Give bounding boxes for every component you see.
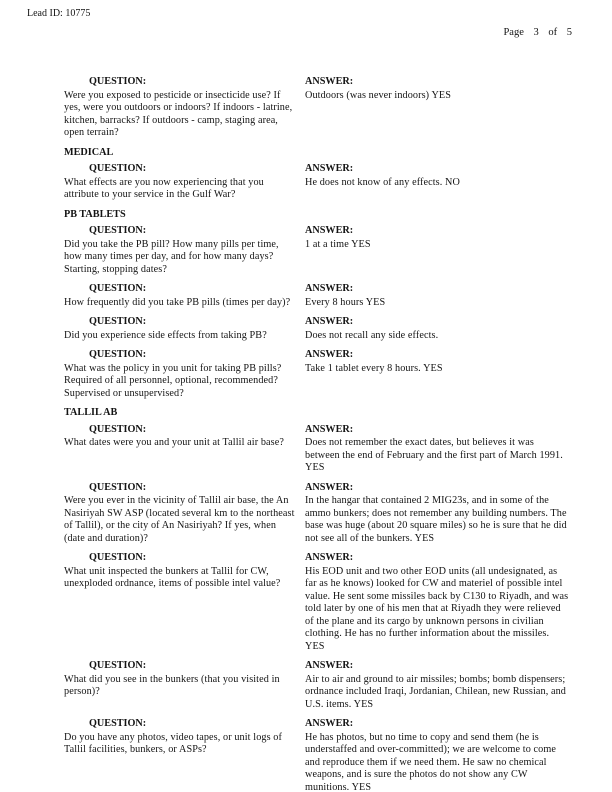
question-text: What unit inspected the bunkers at Tallil for CW, unexploded ordnance, items of possible intel value? <box>64 565 281 589</box>
qa-row <box>64 225 570 276</box>
lead-id-label: Lead ID: 10775 <box>27 8 91 19</box>
answer-text: Air to air and ground to air missiles; bombs; bomb dispensers; ordnance included Iraqi, Jordanian, Chilean, new Russian, and U.S. items. YES <box>305 673 566 710</box>
answer-text: He does not know of any effects. NO <box>305 176 460 188</box>
answer-label: ANSWER: <box>305 316 354 327</box>
answer-cell <box>305 424 570 475</box>
question-label: QUESTION: <box>89 423 147 435</box>
question-cell <box>64 552 305 591</box>
section-header-tallil-ab: TALLIL AB <box>64 407 118 418</box>
question-label: QUESTION: <box>89 316 147 327</box>
answer-text: His EOD unit and two other EOD units (all undesignated, as far as he knows) looked for CW and materiel of possible intel value. He sent some missiles back by C130 to Riyadh, and was told later by one of his men that at Riyadh they were relieved of the plane and its cargo by unknown persons in civilian clothing. He has no further information about the missiles. YES <box>305 565 569 652</box>
question-text: What did you see in the bunkers (that you visited in person)? <box>64 673 280 697</box>
question-text: Do you have any photos, video tapes, or unit logs of Tallil facilities, bunkers, or ASPs? <box>64 731 282 755</box>
qa-row <box>64 283 570 309</box>
question-text: Were you exposed to pesticide or insecticide use? If yes, were you outdoors or indoors? If indoors - latrine, kitchen, barracks? If outdoors - camp, staging area, open terrain? <box>64 89 293 138</box>
qa-row <box>64 163 570 202</box>
qa-row <box>64 660 570 711</box>
answer-cell <box>305 718 570 792</box>
answer-text: He has photos, but no time to copy and send them (he is understaffed and over-committed); we are welcome to come and reproduce them if we need them. He saw no chemical weapons, and is sure the photos do not show any CW munitions. YES <box>305 731 557 792</box>
answer-text: Does not remember the exact dates, but believes it was between the end of February and the first part of March 1991. YES <box>305 437 563 473</box>
section-header-medical: MEDICAL <box>64 146 114 158</box>
answer-text: Every 8 hours YES <box>305 296 386 308</box>
question-cell <box>64 482 305 546</box>
answer-label: ANSWER: <box>305 76 354 87</box>
question-label: QUESTION: <box>89 163 147 174</box>
qa-row <box>64 76 570 140</box>
qa-row <box>64 349 570 400</box>
qa-row <box>64 316 570 342</box>
answer-label: ANSWER: <box>305 283 354 294</box>
question-text: Did you take the PB pill? How many pills per time, how many times per day, and for how many days? Starting, stopping dates? <box>64 238 279 275</box>
question-label: QUESTION: <box>89 225 147 236</box>
answer-cell <box>305 76 570 102</box>
question-label: QUESTION: <box>89 718 147 729</box>
answer-label: ANSWER: <box>305 163 354 174</box>
answer-cell <box>305 552 570 653</box>
question-cell <box>64 283 305 309</box>
qa-row <box>64 424 570 475</box>
qa-row <box>64 718 570 792</box>
qa-row <box>64 552 570 653</box>
question-label: QUESTION: <box>89 76 147 87</box>
answer-cell <box>305 316 570 342</box>
qa-row <box>64 482 570 546</box>
answer-label: ANSWER: <box>305 718 354 729</box>
answer-label: ANSWER: <box>305 552 354 563</box>
question-label: QUESTION: <box>89 481 147 493</box>
question-cell <box>64 163 305 202</box>
answer-cell <box>305 225 570 251</box>
question-cell <box>64 349 305 400</box>
question-text: How frequently did you take PB pills (times per day)? <box>64 296 291 308</box>
answer-label: ANSWER: <box>305 481 354 493</box>
answer-cell <box>305 660 570 711</box>
question-text: What dates were you and your unit at Tallil air base? <box>64 437 284 448</box>
answer-text: 1 at a time YES <box>305 238 371 250</box>
question-label: QUESTION: <box>89 283 147 294</box>
question-cell <box>64 76 305 140</box>
answer-text: Outdoors (was never indoors) YES <box>305 89 451 101</box>
answer-text: Does not recall any side effects. <box>305 329 439 341</box>
answer-text: Take 1 tablet every 8 hours. YES <box>305 362 443 374</box>
question-cell <box>64 660 305 699</box>
document-body <box>64 76 570 792</box>
question-cell <box>64 424 305 450</box>
question-cell <box>64 316 305 342</box>
question-cell <box>64 718 305 757</box>
section-header-pb-tablets: PB TABLETS <box>64 208 126 220</box>
question-label: QUESTION: <box>89 349 147 360</box>
question-text: What was the policy in you unit for taking PB pills? Required of all personnel, optional, recommended? Supervised or unsupervised? <box>64 362 282 399</box>
answer-label: ANSWER: <box>305 660 354 671</box>
answer-text: In the hangar that contained 2 MIG23s, and in some of the ammo bunkers; does not remember any building numbers. The base was huge (about 20 square miles) so he is sure that he did not see all of the bunkers. YES <box>305 495 567 544</box>
answer-label: ANSWER: <box>305 225 354 236</box>
answer-cell <box>305 482 570 546</box>
question-label: QUESTION: <box>89 660 147 671</box>
answer-cell <box>305 163 570 189</box>
answer-cell <box>305 283 570 309</box>
answer-label: ANSWER: <box>305 423 354 435</box>
answer-label: ANSWER: <box>305 349 354 360</box>
question-text: What effects are you now experiencing that you attribute to your service in the Gulf War? <box>64 176 264 200</box>
question-text: Were you ever in the vicinity of Tallil air base, the An Nasiriyah SW ASP (located several km to the northeast of Tallil), or the city of An Nasiriyah? If yes, when (date and duration)? <box>64 495 295 544</box>
answer-cell <box>305 349 570 375</box>
question-label: QUESTION: <box>89 552 147 563</box>
question-cell <box>64 225 305 276</box>
question-text: Did you experience side effects from taking PB? <box>64 329 267 341</box>
page-number: Page 3 of 5 <box>503 27 572 38</box>
